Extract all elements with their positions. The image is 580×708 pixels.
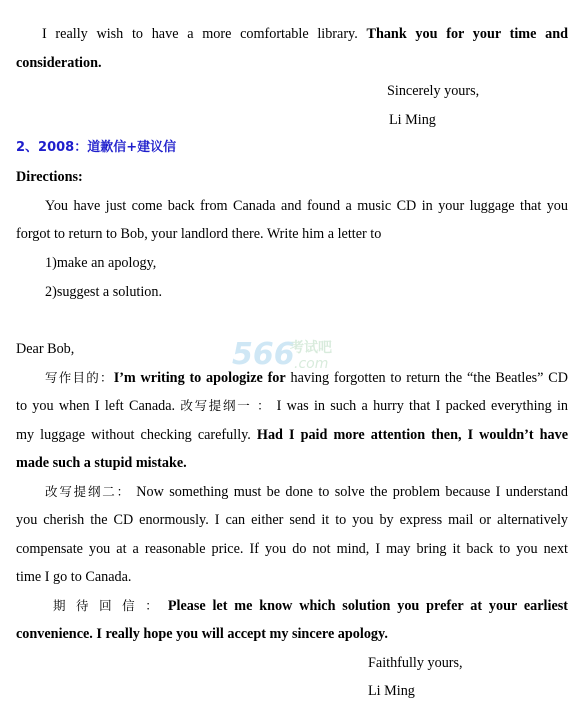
letter-p3-line-2: convenience. I really hope you will accept my sincere apology. (16, 626, 388, 642)
p1-line3-text: my luggage without checking carefully. (16, 427, 257, 443)
p1-line3-bold: Had I paid more attention then, I wouldn’t have (256, 427, 568, 443)
p1-rest-text: having forgotten to return the “the Beatles” CD (285, 370, 568, 386)
directions-item-1: 1)make an apology, (45, 255, 157, 271)
letter-p1-line-1 (16, 370, 568, 386)
watermark-number: 566 (232, 337, 295, 372)
directions-line-1 (16, 198, 568, 214)
letter-p2-line-3 (16, 541, 568, 557)
p2-outline-label: 改写提纲二： (45, 484, 131, 499)
section-heading: 2、2008：道歉信+建议信 (16, 140, 177, 155)
directions-label: Directions: (16, 169, 83, 185)
closing-signature-name: Li Ming (389, 112, 436, 128)
p1-purpose-label: 写作目的： (45, 370, 114, 385)
watermark-text: 考试吧 (290, 340, 332, 356)
closing-bold-text: Thank you for your time and (366, 26, 568, 42)
p2-line2-text: you cherish the CD enormously. I can either send it to you by express mail or alternatively (16, 512, 568, 528)
letter-greeting: Dear Bob, (16, 341, 75, 357)
letter-p3-line-1 (16, 598, 568, 614)
p3-line1-bold: Please let me know which solution you prefer at your earliest (161, 598, 568, 614)
closing-text: I really wish to have a more comfortable library. (42, 26, 367, 42)
p2-line3-text: compensate you at a reasonable price. If you do not mind, I may bring it back to you next (16, 541, 568, 557)
letter-p2-line-4: time I go to Canada. (16, 569, 132, 585)
closing-sign-off: Sincerely yours, (387, 83, 480, 99)
letter-p1-line-2 (16, 398, 568, 414)
letter-p1-line-3 (16, 427, 568, 443)
letter-p2-line-1 (16, 484, 568, 500)
p2-line1-text: Now something must be done to solve the problem because I understand (130, 484, 568, 500)
watermark-domain: .com (294, 356, 329, 372)
p1-line2-text-b: I was in such a hurry that I packed everything in (271, 398, 568, 414)
closing-paragraph-line-2: consideration. (16, 55, 102, 71)
directions-item-2: 2)suggest a solution. (45, 284, 163, 300)
directions-text-1: You have just come back from Canada and found a music CD in your luggage that you (45, 198, 568, 214)
letter-p2-line-2 (16, 512, 568, 528)
directions-line-2: forgot to return to Bob, your landlord there. Write him a letter to (16, 226, 382, 242)
p1-outline-label: 改写提纲一 ： (180, 398, 272, 413)
p1-bold-text: I’m writing to apologize for (113, 370, 286, 386)
letter-sign-off: Faithfully yours, (368, 655, 463, 671)
p1-line2-text-a: to you when I left Canada. (16, 398, 181, 414)
letter-p1-line-4: made such a stupid mistake. (16, 455, 187, 471)
closing-paragraph-line-1 (16, 26, 568, 42)
p3-reply-label: 期 待 回 信 ： (53, 598, 161, 613)
letter-signature-name: Li Ming (368, 683, 415, 699)
